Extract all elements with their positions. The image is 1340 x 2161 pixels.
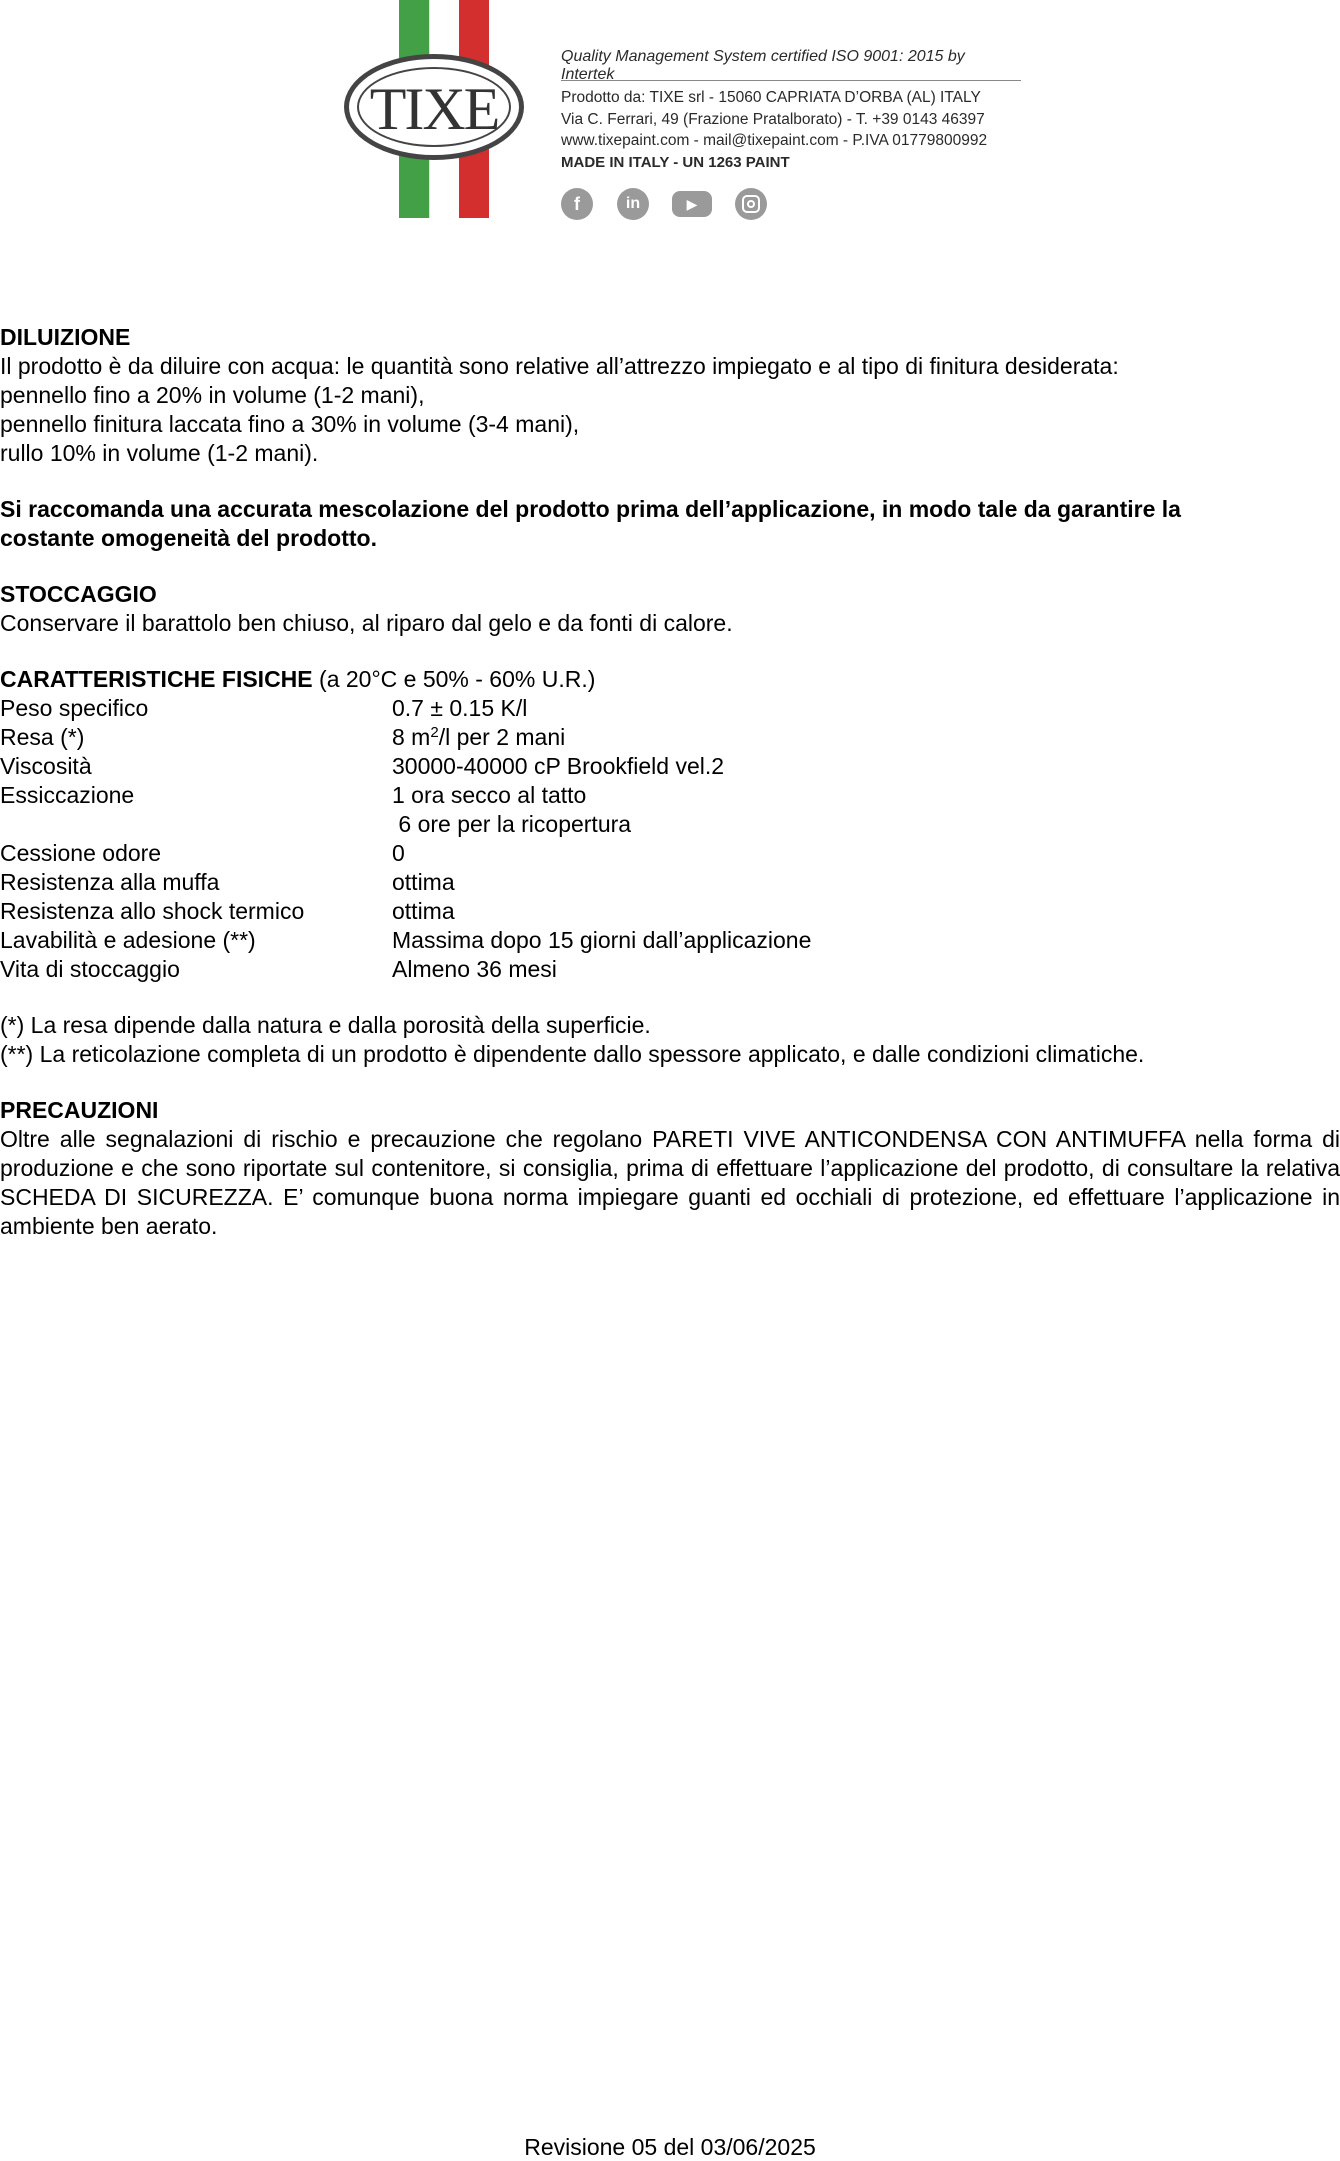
property-row (0, 955, 1340, 984)
property-value: ottima (392, 869, 455, 895)
diluizione-line: Il prodotto è da diluire con acqua: le quantità sono relative all’attrezzo impiegato e al tipo di finitura desiderata: (0, 353, 1119, 379)
document-body (0, 323, 1340, 1241)
caratteristiche-conditions: (a 20°C e 50% - 60% U.R.) (312, 666, 596, 692)
company-line-2: Via C. Ferrari, 49 (Frazione Pratalborato) - T. +39 0143 46397 (561, 110, 985, 128)
tixe-logo (344, 54, 524, 160)
property-value: 6 ore per la ricopertura (392, 811, 632, 837)
caratteristiche-heading (0, 665, 1340, 694)
property-row (0, 897, 1340, 926)
precauzioni-text: Oltre alle segnalazioni di rischio e precauzione che regolano PARETI VIVE ANTICONDENSA CON ANTIMUFFA nella forma di produzione e che sono riportate sul contenitore, si consiglia, prima di effettuare l’applicazione del prodotto, di consultare la relativa SCHEDA DI SICUREZZA. E’ comunque buona norma impiegare guanti ed occhiali di protezione, ed effettuare l’applicazione in ambiente ben aerato. (0, 1126, 1340, 1239)
youtube-icon[interactable]: ▶ (672, 191, 712, 217)
property-row (0, 926, 1340, 955)
company-info (561, 48, 1021, 174)
property-row (0, 694, 1340, 723)
property-row (0, 752, 1340, 781)
precauzioni-title: PRECAUZIONI (0, 1097, 159, 1123)
property-label: Cessione odore (0, 840, 162, 866)
property-row (0, 723, 1340, 752)
property-label: Peso specifico (0, 695, 149, 721)
property-label: Resistenza allo shock termico (0, 898, 305, 924)
property-row (0, 868, 1340, 897)
diluizione-line: pennello fino a 20% in volume (1-2 mani), (0, 382, 425, 408)
made-in-italy: MADE IN ITALY - UN 1263 PAINT (561, 153, 790, 171)
company-line-3: www.tixepaint.com - mail@tixepaint.com - P.IVA 01779800992 (561, 132, 988, 149)
header-divider (561, 80, 1021, 81)
property-label: Essiccazione (0, 782, 135, 808)
diluizione-title: DILUIZIONE (0, 324, 131, 350)
property-label: Lavabilità e adesione (**) (0, 927, 256, 953)
property-label: Viscosità (0, 753, 92, 779)
logo-text: TIXE (369, 76, 499, 142)
property-row (0, 839, 1340, 868)
property-value: 30000-40000 cP Brookfield vel.2 (392, 753, 725, 779)
property-label: Resistenza alla muffa (0, 869, 220, 895)
instagram-icon[interactable] (735, 188, 767, 220)
properties-table (0, 694, 1340, 984)
certification-text: Quality Management System certified ISO 9001: 2015 by Intertek (561, 48, 965, 83)
caratteristiche-title: CARATTERISTICHE FISICHE (0, 666, 313, 692)
linkedin-icon[interactable]: in (617, 188, 649, 220)
diluizione-line: rullo 10% in volume (1-2 mani). (0, 440, 319, 466)
stoccaggio-text: Conservare il barattolo ben chiuso, al riparo dal gelo e da fonti di calore. (0, 610, 733, 636)
property-row (0, 810, 1340, 839)
property-value: 1 ora secco al tatto (392, 782, 587, 808)
facebook-icon[interactable]: f (561, 188, 593, 220)
mixing-note-line-2: costante omogeneità del prodotto. (0, 525, 377, 551)
stoccaggio-title: STOCCAGGIO (0, 581, 157, 607)
page-header (0, 0, 1340, 240)
property-value: 8 $m^2/l$ per 2 mani (392, 724, 566, 750)
diluizione-line: pennello finitura laccata fino a 30% in volume (3-4 mani), (0, 411, 580, 437)
property-value: 0.7 ± 0.15 K/l (392, 695, 528, 721)
company-line-1: Prodotto da: TIXE srl - 15060 CAPRIATA D’ORBA (AL) ITALY (561, 89, 981, 106)
footnote-resa: (*) La resa dipende dalla natura e dalla porosità della superficie. (0, 1012, 651, 1038)
property-value: 0 (392, 840, 405, 866)
property-label: Resa (*) (0, 724, 85, 750)
property-value: ottima (392, 898, 455, 924)
property-value: Massima dopo 15 giorni dall’applicazione (392, 927, 812, 953)
revision-footer: Revisione 05 del 03/06/2025 (524, 2134, 816, 2160)
property-row (0, 781, 1340, 810)
property-value: Almeno 36 mesi (392, 956, 557, 982)
mixing-note-line-1: Si raccomanda una accurata mescolazione del prodotto prima dell’applicazione, in modo tale da garantire la (0, 496, 1181, 522)
property-label: Vita di stoccaggio (0, 956, 180, 982)
footnote-reticolazione: (**) La reticolazione completa di un prodotto è dipendente dallo spessore applicato, e dalle condizioni climatiche. (0, 1041, 1145, 1067)
